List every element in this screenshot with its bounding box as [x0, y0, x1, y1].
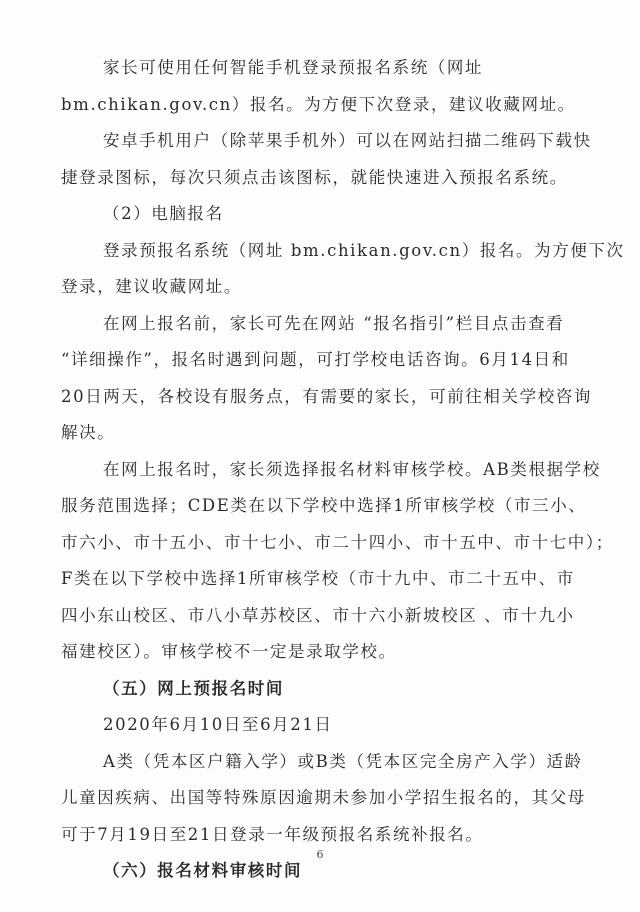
text-line: 20日两天，各校设有服务点，有需要的家长，可前往相关学校咨询 [61, 386, 592, 406]
school-selection-paragraph [0, 452, 640, 671]
text-line: （2）电脑报名 [103, 204, 224, 223]
phone-login-paragraph [0, 50, 640, 123]
text-line: 四小东山校区、市八小草苏校区、市十六小新坡校区 、市十九小 [61, 605, 575, 625]
text-line: （五）网上预报名时间 [103, 678, 284, 698]
text-line: 市六小、市十五小、市十七小、市二十四小、市十五中、市十七中）； [61, 532, 614, 552]
guide-paragraph [0, 306, 640, 452]
text-line: 儿童因疾病、出国等特殊原因逾期未参加小学招生报名的，其父母 [61, 788, 586, 807]
date-range-paragraph [0, 707, 640, 744]
text-line: 安卓手机用户（除苹果手机外）可以在网站扫描二维码下载快 [103, 131, 592, 150]
text-line: 在网上报名时，家长须选择报名材料审核学校。AB类根据学校 [103, 459, 601, 479]
text-line: 2020年6月10日至6月21日 [103, 715, 333, 734]
section-five-heading [0, 671, 640, 708]
text-line: 家长可使用任何智能手机登录预报名系统（网址 [103, 58, 484, 77]
document-body [0, 50, 640, 890]
text-line: A类（凭本区户籍入学）或B类（凭本区完全房产入学）适龄 [103, 751, 583, 771]
android-paragraph [0, 123, 640, 196]
text-line: “详细操作”，报名时遇到问题，可打学校电话咨询。6月14日和 [61, 350, 570, 369]
text-line: 在网上报名前，家长可先在网站 “报名指引”栏目点击查看 [103, 313, 565, 333]
text-line: 登录预报名系统（网址 bm.chikan.gov.cn）报名。为方便下次 [103, 240, 625, 260]
text-line: 可于7月19日至21日登录一年级预报名系统补报名。 [61, 824, 484, 844]
text-line: 福建校区）。审核学校不一定是录取学校。 [61, 642, 397, 661]
supplementary-paragraph [0, 744, 640, 854]
text-line: bm.chikan.gov.cn）报名。为方便下次登录，建议收藏网址。 [61, 94, 576, 114]
text-line: 解决。 [61, 423, 116, 442]
pc-heading [0, 196, 640, 233]
text-line: 登录，建议收藏网址。 [61, 277, 242, 296]
pc-login-paragraph [0, 233, 640, 306]
page-number: 6 [316, 848, 324, 861]
text-line: 捷登录图标，每次只须点击该图标，就能快速进入预报名系统。 [61, 167, 568, 187]
text-line: F类在以下学校中选择1所审核学校（市十九中、市二十五中、市 [61, 569, 575, 588]
text-line: （六）报名材料审核时间 [103, 861, 303, 880]
text-line: 服务范围选择；CDE类在以下学校中选择1所审核学校（市三小、 [61, 496, 587, 515]
